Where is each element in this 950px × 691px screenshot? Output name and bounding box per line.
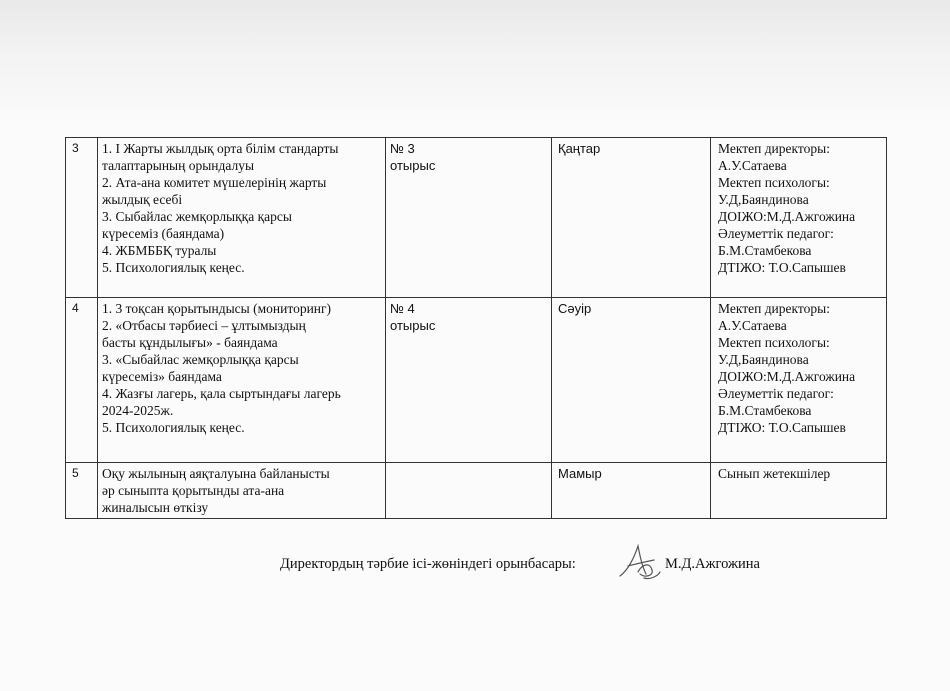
agenda-line: 3. «Сыбайлас жемқорлыққа қарсы <box>102 352 299 367</box>
responsible-line: Мектеп психологы: <box>718 335 830 350</box>
row-number: 3 <box>66 138 98 298</box>
agenda-cell <box>98 463 386 519</box>
agenda-line: Оқу жылының аяқталуына байланысты <box>102 466 330 481</box>
agenda-line: 4. Жазғы лагерь, қала сыртындағы лагерь <box>102 386 341 401</box>
signature-title: Директордың тәрбие ісі-жөніндегі орынбасары: <box>280 556 576 572</box>
agenda-line: 5. Психологиялық кеңес. <box>102 420 245 435</box>
responsible-line: Мектеп директоры: <box>718 301 830 316</box>
responsible-cell <box>711 463 887 519</box>
responsible-line: А.У.Сатаева <box>718 158 787 173</box>
month-cell: Мамыр <box>552 463 711 519</box>
agenda-line: 1. І Жарты жылдық орта білім стандарты <box>102 141 339 156</box>
agenda-line: күресеміз» баяндама <box>102 369 222 384</box>
agenda-line: жылдық есебі <box>102 192 183 207</box>
responsible-line: Әлеуметтік педагог: <box>718 386 834 401</box>
table-row <box>66 463 887 519</box>
responsible-line: ДТІЖО: Т.О.Сапышев <box>718 260 846 275</box>
session-label: отырыс <box>390 158 436 173</box>
agenda-line: 1. 3 тоқсан қорытындысы (мониторинг) <box>102 301 332 316</box>
agenda-line: әр сыныпта қорытынды ата-ана <box>102 483 285 498</box>
responsible-line: ДОІЖО:М.Д.Ажгожина <box>718 209 856 224</box>
session-cell <box>386 138 552 298</box>
table-row <box>66 298 887 463</box>
agenda-line: жиналысын өткізу <box>102 500 209 515</box>
responsible-line: У.Д,Баяндинова <box>718 192 809 207</box>
row-number: 5 <box>66 463 98 519</box>
agenda-line: басты құндылығы» - баяндама <box>102 335 278 350</box>
month-cell: Сәуір <box>552 298 711 463</box>
agenda-line: 4. ЖБМББҚ туралы <box>102 243 217 258</box>
responsible-line: У.Д,Баяндинова <box>718 352 809 367</box>
scan-shadow-band <box>0 0 950 120</box>
agenda-cell <box>98 138 386 298</box>
table-row <box>66 138 887 298</box>
responsible-line: Әлеуметтік педагог: <box>718 226 834 241</box>
meeting-plan-table <box>65 137 887 519</box>
session-cell <box>386 463 552 519</box>
responsible-line: Мектеп директоры: <box>718 141 830 156</box>
agenda-line: талаптарының орындалуы <box>102 158 255 173</box>
agenda-line: 5. Психологиялық кеңес. <box>102 260 245 275</box>
responsible-cell <box>711 298 887 463</box>
handwritten-signature-icon <box>614 540 664 584</box>
month-cell: Қаңтар <box>552 138 711 298</box>
responsible-line: Б.М.Стамбекова <box>718 403 812 418</box>
session-number: № 3 <box>390 141 415 156</box>
agenda-line: 3. Сыбайлас жемқорлыққа қарсы <box>102 209 292 224</box>
session-label: отырыс <box>390 318 436 333</box>
responsible-line: Б.М.Стамбекова <box>718 243 812 258</box>
signatory-name: М.Д.Ажгожина <box>665 556 760 572</box>
session-cell <box>386 298 552 463</box>
agenda-line: 2. «Отбасы тәрбиесі – ұлтымыздың <box>102 318 306 333</box>
responsible-cell <box>711 138 887 298</box>
agenda-line: күресеміз (баяндама) <box>102 226 225 241</box>
responsible-line: Мектеп психологы: <box>718 175 830 190</box>
responsible-line: ДТІЖО: Т.О.Сапышев <box>718 420 846 435</box>
responsible-line: Сынып жетекшілер <box>718 466 831 481</box>
responsible-line: ДОІЖО:М.Д.Ажгожина <box>718 369 856 384</box>
session-number: № 4 <box>390 301 415 316</box>
agenda-line: 2024-2025ж. <box>102 403 174 418</box>
row-number: 4 <box>66 298 98 463</box>
responsible-line: А.У.Сатаева <box>718 318 787 333</box>
agenda-line: 2. Ата-ана комитет мүшелерінің жарты <box>102 175 327 190</box>
agenda-cell <box>98 298 386 463</box>
